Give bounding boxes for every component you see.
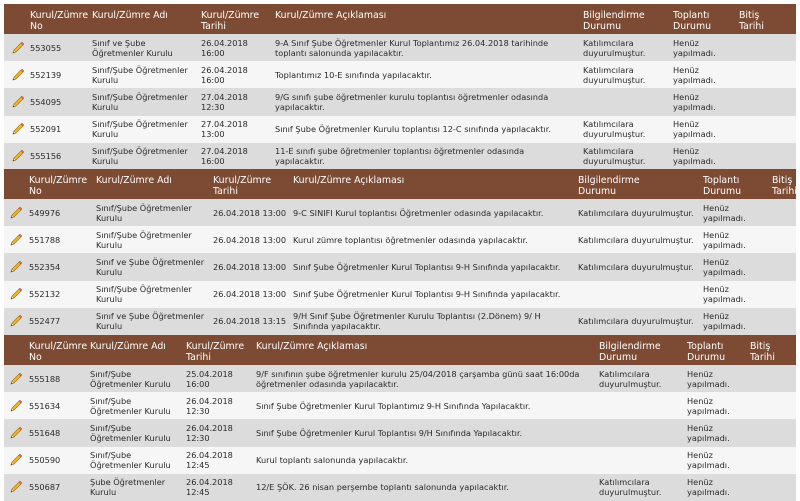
cell-aciklama: 9/H Sınıf Şube Öğretmenler Kurulu Toplantısı (2.Dönem) 9/ H Sınıfında yapılacaktır. [293, 311, 541, 332]
cell-no: 553055 [30, 42, 62, 53]
cell-ad: Sınıf/Şube Öğretmenler Kurulu [90, 368, 171, 389]
pencil-icon[interactable] [10, 121, 26, 137]
table-row [4, 308, 796, 335]
pencil-icon[interactable] [8, 313, 24, 329]
cell-tarih: 26.04.2018 13:00 [213, 289, 287, 300]
cell-ad: Sınıf/Şube Öğretmenler Kurulu [92, 146, 188, 167]
cell-toplanti: Henüz yapılmadı. [673, 37, 716, 58]
cell-tarih: 25.04.2018 16:00 [186, 368, 233, 389]
header-bilgi[interactable]: Bilgilendirme Durumu [578, 175, 640, 197]
cell-tarih: 26.04.2018 12:45 [186, 450, 233, 471]
header-no[interactable]: Kurul/Zümre No [29, 341, 88, 363]
table-row [4, 61, 796, 88]
cell-toplanti: Henüz yapılmadı. [703, 311, 746, 332]
table-header [4, 4, 796, 34]
cell-bilgi: Katılımcılara duyurulmuştur. [599, 477, 662, 498]
pencil-icon[interactable] [8, 371, 24, 387]
table-row [4, 447, 796, 474]
cell-no: 555188 [29, 373, 61, 384]
cell-aciklama: Toplantımız 10-E sınıfında yapılacaktır. [275, 69, 432, 80]
pencil-icon[interactable] [8, 398, 24, 414]
cell-ad: Sınıf/Şube Öğretmenler Kurulu [90, 450, 171, 471]
cell-tarih: 26.04.2018 12:30 [186, 395, 233, 416]
header-no[interactable]: Kurul/Zümre No [30, 10, 89, 32]
cell-tarih: 27.04.2018 13:00 [201, 119, 248, 140]
header-ad[interactable]: Kurul/Zümre Adı [92, 10, 168, 21]
cell-no: 551648 [29, 427, 61, 438]
cell-toplanti: Henüz yapılmadı. [703, 229, 746, 250]
cell-tarih: 26.04.2018 13:00 [213, 261, 287, 272]
cell-toplanti: Henüz yapılmadı. [703, 256, 746, 277]
cell-no: 551788 [29, 234, 61, 245]
header-toplanti[interactable]: Toplantı Durumu [687, 341, 726, 363]
cell-toplanti: Henüz yapılmadı. [687, 450, 730, 471]
cell-aciklama: Kurul toplantı salonunda yapılacaktır. [256, 455, 409, 466]
header-toplanti[interactable]: Toplantı Durumu [673, 10, 712, 32]
header-bitis[interactable]: Bitiş Tarihi [739, 10, 764, 32]
cell-ad: Sınıf ve Şube Öğretmenler Kurulu [92, 37, 173, 58]
cell-bilgi: Katılımcılara duyurulmuştur. [578, 207, 694, 218]
table-row [4, 226, 796, 253]
meeting-table [4, 169, 796, 335]
cell-toplanti: Henüz yapılmadı. [687, 477, 730, 498]
table-row [4, 281, 796, 308]
cell-ad: Sınıf/Şube Öğretmenler Kurulu [90, 422, 171, 443]
cell-aciklama: Sınıf Şube Öğretmenler Kurul Toplantısı 9-H Sınıfında yapılacaktır. [293, 261, 561, 272]
cell-tarih: 26.04.2018 16:00 [201, 64, 248, 85]
cell-no: 549976 [29, 207, 61, 218]
cell-no: 552139 [30, 69, 62, 80]
cell-no: 552132 [29, 289, 61, 300]
header-bilgi[interactable]: Bilgilendirme Durumu [599, 341, 661, 363]
cell-toplanti: Henüz yapılmadı. [703, 284, 746, 305]
cell-tarih: 26.04.2018 12:45 [186, 477, 233, 498]
pencil-icon[interactable] [8, 232, 24, 248]
cell-tarih: 26.04.2018 13:00 [213, 207, 287, 218]
cell-toplanti: Henüz yapılmadı. [673, 119, 716, 140]
pencil-icon[interactable] [8, 452, 24, 468]
cell-ad: Sınıf/Şube Öğretmenler Kurulu [90, 395, 171, 416]
cell-ad: Sınıf ve Şube Öğretmenler Kurulu [96, 256, 205, 277]
header-aciklama[interactable]: Kurul/Zümre Açıklaması [256, 341, 368, 352]
header-aciklama[interactable]: Kurul/Zümre Açıklaması [293, 175, 405, 186]
header-bilgi[interactable]: Bilgilendirme Durumu [583, 10, 645, 32]
cell-aciklama: Sınıf Şube Öğretmenler Kurul Toplantısı 9/H Sınıfında Yapılacaktır. [256, 427, 523, 438]
cell-ad: Sınıf/Şube Öğretmenler Kurulu [96, 229, 192, 250]
cell-no: 554095 [30, 96, 62, 107]
header-no[interactable]: Kurul/Zümre No [29, 175, 88, 197]
cell-toplanti: Henüz yapılmadı. [687, 422, 730, 443]
table-row [4, 253, 796, 280]
pencil-icon[interactable] [8, 259, 24, 275]
header-aciklama[interactable]: Kurul/Zümre Açıklaması [275, 10, 387, 21]
cell-ad: Şube Öğretmenler Kurulu [90, 477, 166, 498]
cell-ad: Sınıf/Şube Öğretmenler Kurulu [92, 64, 188, 85]
cell-tarih: 26.04.2018 13:00 [213, 234, 287, 245]
cell-tarih: 26.04.2018 13:15 [213, 316, 287, 327]
cell-bilgi: Katılımcılara duyurulmuştur. [578, 234, 694, 245]
header-tarih[interactable]: Kurul/Zümre Tarihi [213, 175, 272, 197]
cell-aciklama: Kurul zümre toplantısı öğretmenler odasında yapılacaktır. [293, 234, 528, 245]
cell-bilgi: Katılımcılara duyurulmuştur. [583, 64, 646, 85]
header-tarih[interactable]: Kurul/Zümre Tarihi [201, 10, 260, 32]
table-row [4, 365, 796, 392]
table-row [4, 34, 796, 61]
table-header [4, 335, 796, 365]
cell-no: 550687 [29, 482, 61, 493]
table-row [4, 392, 796, 419]
cell-bilgi: Katılımcılara duyurulmuştur. [583, 37, 646, 58]
cell-aciklama: Sınıf Şube Öğretmenler Kurul Toplantımız 9-H Sınıfında Yapılacaktır. [256, 400, 531, 411]
cell-aciklama: 9-A Sınıf Şube Öğretmenler Kurul Toplantımız 26.04.2018 tarihinde toplantı salonunda yapılacaktır. [275, 37, 549, 58]
header-ad[interactable]: Kurul/Zümre Adı [96, 175, 172, 186]
cell-toplanti: Henüz yapılmadı. [673, 64, 716, 85]
table-row [4, 88, 796, 115]
header-bitis[interactable]: Bitiş Tarihi [750, 341, 775, 363]
cell-aciklama: 12/E ŞÖK. 26 nisan perşembe toplantı salonunda yapılacaktır. [256, 482, 509, 493]
pencil-icon[interactable] [8, 286, 24, 302]
cell-no: 552477 [29, 316, 61, 327]
pencil-icon[interactable] [10, 67, 26, 83]
cell-ad: Sınıf/Şube Öğretmenler Kurulu [96, 202, 192, 223]
table-row [4, 116, 796, 143]
cell-tarih: 27.04.2018 12:30 [201, 91, 248, 112]
header-bitis[interactable]: Bitiş Tarihi [772, 175, 797, 197]
header-ad[interactable]: Kurul/Zümre Adı [90, 341, 166, 352]
cell-aciklama: 11-E sınıfı şube öğretmenler toplantısı öğretmenler odasında yapılacaktır. [275, 146, 525, 167]
cell-bilgi: Katılımcılara duyurulmuştur. [578, 261, 694, 272]
cell-tarih: 26.04.2018 12:30 [186, 422, 233, 443]
cell-toplanti: Henüz yapılmadı. [673, 146, 716, 167]
cell-toplanti: Henüz yapılmadı. [687, 368, 730, 389]
cell-no: 551634 [29, 400, 61, 411]
cell-ad: Sınıf/Şube Öğretmenler Kurulu [96, 284, 192, 305]
cell-no: 550590 [29, 455, 61, 466]
table-header [4, 169, 796, 199]
cell-aciklama: 9-C SINIFI Kurul toplantısı Öğretmenler odasında yapılacaktır. [293, 207, 544, 218]
cell-bilgi: Katılımcılara duyurulmuştur. [583, 146, 646, 167]
cell-ad: Sınıf ve Şube Öğretmenler Kurulu [96, 311, 205, 332]
cell-aciklama: Sınıf Şube Öğretmenler Kurul Toplantısı 9-H Sınıfında yapılacaktır. [293, 289, 561, 300]
pencil-icon[interactable] [8, 425, 24, 441]
cell-ad: Sınıf/Şube Öğretmenler Kurulu [92, 91, 188, 112]
cell-ad: Sınıf/Şube Öğretmenler Kurulu [92, 119, 188, 140]
cell-no: 552091 [30, 124, 62, 135]
cell-no: 552354 [29, 261, 61, 272]
cell-bilgi: Katılımcılara duyurulmuştur. [583, 119, 646, 140]
pencil-icon[interactable] [8, 479, 24, 495]
cell-bilgi: Katılımcılara duyurulmuştur. [578, 316, 694, 327]
table-row [4, 143, 796, 170]
header-tarih[interactable]: Kurul/Zümre Tarihi [186, 341, 245, 363]
pencil-icon[interactable] [8, 205, 24, 221]
pencil-icon[interactable] [10, 40, 26, 56]
cell-toplanti: Henüz yapılmadı. [673, 91, 716, 112]
cell-toplanti: Henüz yapılmadı. [703, 202, 746, 223]
cell-bilgi: Katılımcılara duyurulmuştur. [599, 368, 662, 389]
cell-aciklama: Sınıf Şube Öğretmenler Kurulu toplantısı 12-C sınıfında yapılacaktır. [275, 124, 551, 135]
pencil-icon[interactable] [10, 148, 26, 164]
table-row [4, 474, 796, 501]
cell-aciklama: 9/F sınıfının şube öğretmenler kurulu 25/04/2018 çarşamba günü saat 16:00da öğretmenler odasında yapılacaktır. [256, 368, 580, 389]
header-toplanti[interactable]: Toplantı Durumu [703, 175, 742, 197]
pencil-icon[interactable] [10, 94, 26, 110]
cell-no: 555156 [30, 151, 62, 162]
table-row [4, 419, 796, 446]
meeting-table [4, 335, 796, 501]
cell-toplanti: Henüz yapılmadı. [687, 395, 730, 416]
cell-tarih: 26.04.2018 16:00 [201, 37, 248, 58]
table-row [4, 199, 796, 226]
cell-aciklama: 9/G sınıfı şube öğretmenler kurulu toplantısı öğretmenler odasında yapılacaktır. [275, 91, 549, 112]
meeting-table [4, 4, 796, 170]
cell-tarih: 27.04.2018 16:00 [201, 146, 248, 167]
